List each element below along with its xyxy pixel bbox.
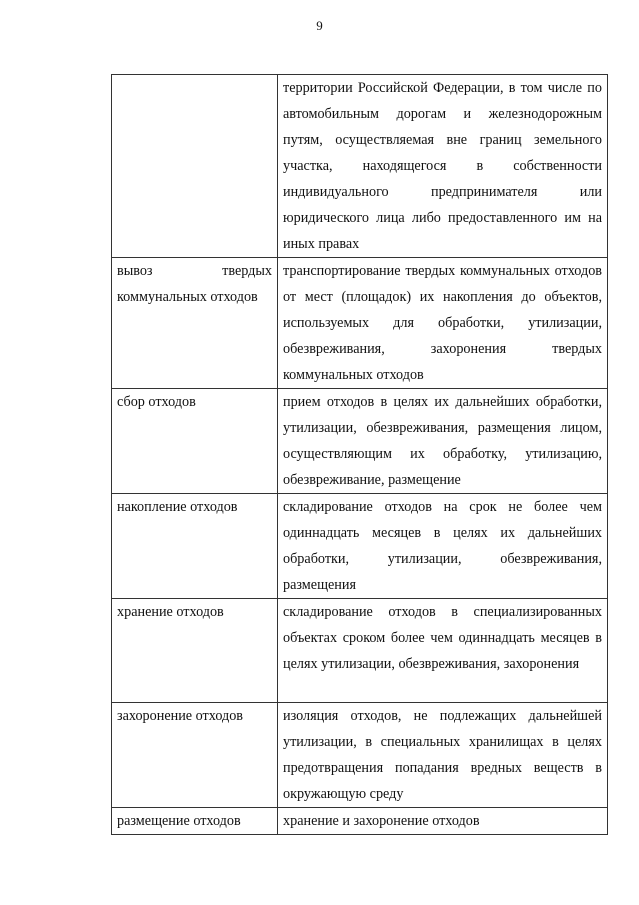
definition-text: территории Российской Федерации, в том числе по автомобильным дорогам и железнодорожным путям, осуществляемая вне границ земельного участка, находящегося в собственности индивидуального предпринимателя или юридического лица либо предоставленного им на иных правах <box>283 80 602 252</box>
term-cell <box>112 599 278 703</box>
definition-cell <box>278 258 608 389</box>
table-row <box>112 258 608 389</box>
definition-text: прием отходов в целях их дальнейших обработки, утилизации, обезвреживания, размещения лицом, осуществляющим их обработку, утилизацию, обезвреживание, размещение <box>283 394 602 488</box>
term-text: сбор отходов <box>117 394 196 410</box>
term-cell <box>112 389 278 494</box>
page-number: 9 <box>316 18 323 33</box>
table-row <box>112 703 608 808</box>
table-row <box>112 75 608 258</box>
definition-cell <box>278 808 608 835</box>
term-text: хранение отходов <box>117 604 224 620</box>
table-row <box>112 494 608 599</box>
definition-cell <box>278 599 608 703</box>
term-cell <box>112 494 278 599</box>
term-cell <box>112 75 278 258</box>
definition-text: транспортирование твердых коммунальных отходов от мест (площадок) их накопления до объектов, используемых для обработки, утилизации, обезвреживания, захоронения твердых коммунальных отходов <box>283 263 602 383</box>
definition-cell <box>278 389 608 494</box>
definition-cell <box>278 75 608 258</box>
definition-text: изоляция отходов, не подлежащих дальнейшей утилизации, в специальных хранилищах в целях предотвращения попадания вредных веществ в окружающую среду <box>283 708 602 802</box>
terms-table <box>111 74 608 835</box>
term-text: захоронение отходов <box>117 708 244 724</box>
term-cell <box>112 258 278 389</box>
term-text: размещение отходов <box>117 813 241 829</box>
term-text: вывоз твердых коммунальных отходов <box>117 263 272 305</box>
definition-text: хранение и захоронение отходов <box>283 813 480 829</box>
definition-text: складирование отходов на срок не более чем одиннадцать месяцев в целях их дальнейших обработки, утилизации, обезвреживания, размещения <box>283 499 602 593</box>
definition-cell <box>278 703 608 808</box>
table-row <box>112 808 608 835</box>
definition-cell <box>278 494 608 599</box>
term-cell <box>112 808 278 835</box>
term-cell <box>112 703 278 808</box>
term-text: накопление отходов <box>117 499 238 515</box>
table-row <box>112 599 608 703</box>
definition-text: складирование отходов в специализированных объектах сроком более чем одиннадцать месяцев в целях утилизации, обезвреживания, захоронения <box>283 604 602 672</box>
table-row <box>112 389 608 494</box>
